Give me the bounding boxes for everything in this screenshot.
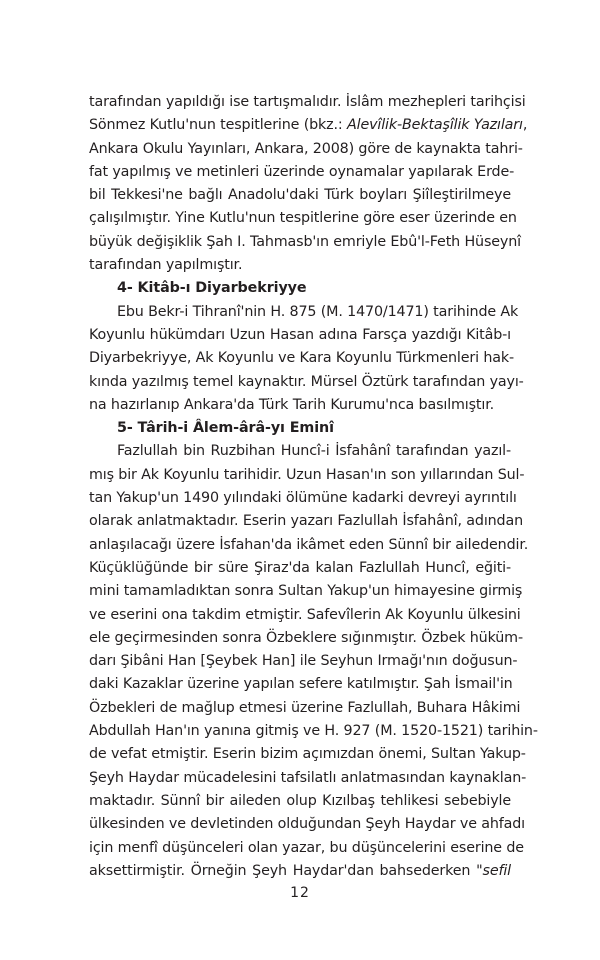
text-run: , [522, 117, 528, 134]
text-line: ülkesinden ve devletinden olduğundan Şeyh Haydar ve ahfadı [89, 816, 526, 833]
text-line: Özbekleri de mağlup etmesi üzerine Fazlullah, Buhara Hâkimi [89, 699, 521, 716]
text-line: Ankara Okulu Yayınları, Ankara, 2008) göre de kaynakta tahri- [89, 140, 523, 157]
text-line: kında yazılmış temel kaynaktır. Mürsel Öztürk tarafından yayı- [89, 373, 524, 390]
text-line: için menfî düşünceleri olan yazar, bu düşüncelerini eserine de [89, 839, 524, 856]
text-line: na hazırlanıp Ankara'da Türk Tarih Kurumu'nca basılmıştır. [89, 396, 495, 413]
text-line: Fazlullah bin Ruzbihan Huncî-i İsfahânî tarafından yazıl- [117, 443, 511, 460]
text-line: ele geçirmesinden sonra Özbeklere sığınmıştır. Özbek hüküm- [89, 629, 523, 646]
text-line [89, 114, 528, 137]
page-body [89, 91, 538, 883]
book-title-italic: Alevîlik-Bektaşîlik Yazıları [347, 117, 523, 134]
text-line: bil Tekkesi'ne bağlı Anadolu'daki Türk boyları Şiîleştirilmeye [89, 187, 511, 204]
paragraph-3 [89, 440, 538, 883]
text-line: anlaşılacağı üzere İsfahan'da ikâmet eden Sünnî bir ailedendir. [89, 536, 529, 553]
text-line: tan Yakup'un 1490 yılındaki ölümüne kadarki devreyi ayrıntılı [89, 490, 517, 507]
text-line: fat yapılmış ve metinleri üzerinde oynamalar yapılarak Erde- [89, 163, 515, 180]
section-heading-4: 4- Kitâb-ı Diyarbekriyye [117, 280, 307, 297]
text-line: de vefat etmiştir. Eserin bizim açımızdan önemi, Sultan Yakup- [89, 746, 526, 763]
text-run: Sönmez Kutlu'nun tespitlerine (bkz.: [89, 117, 347, 134]
paragraph-2 [89, 301, 524, 417]
text-line: mini tamamladıktan sonra Sultan Yakup'un himayesine girmiş [89, 583, 523, 600]
paragraph-1 [89, 91, 528, 277]
text-line: ve eserini ona takdim etmiştir. Safevîlerin Ak Koyunlu ülkesini [89, 606, 521, 623]
text-line: çalışılmıştır. Yine Kutlu'nun tespitlerine göre eser üzerinde en [89, 210, 517, 227]
text-line: Abdullah Han'ın yanına gitmiş ve H. 927 (M. 1520-1521) tarihin- [89, 723, 538, 740]
text-line: Koyunlu hükümdarı Uzun Hasan adına Farsça yazdığı Kitâb-ı [89, 326, 511, 343]
text-line: Diyarbekriyye, Ak Koyunlu ve Kara Koyunlu Türkmenleri hak- [89, 350, 515, 367]
text-run: aksettirmiştir. Örneğin Şeyh Haydar'dan bahsederken " [89, 862, 483, 879]
text-line [89, 860, 511, 883]
section-heading-5: 5- Târih-i Âlem-ârâ-yı Eminî [117, 420, 334, 437]
text-line: daki Kazaklar üzerine yapılan sefere katılmıştır. Şah İsmail'in [89, 676, 513, 693]
text-line: tarafından yapılmıştır. [89, 257, 243, 274]
text-line: olarak anlatmaktadır. Eserin yazarı Fazlullah İsfahânî, adından [89, 513, 523, 530]
text-line: Ebu Bekr-i Tihranî'nin H. 875 (M. 1470/1471) tarihinde Ak [117, 303, 519, 320]
page-number: 12 [290, 885, 310, 901]
text-line: büyük değişiklik Şah I. Tahmasb'ın emriyle Ebû'l-Feth Hüseynî [89, 233, 521, 250]
text-line: tarafından yapıldığı ise tartışmalıdır. İslâm mezhepleri tarihçisi [89, 94, 526, 110]
quote-italic: sefil [482, 862, 511, 879]
text-line: darı Şibâni Han [Şeybek Han] ile Seyhun Irmağı'nın doğusun- [89, 653, 518, 670]
text-line: maktadır. Sünnî bir aileden olup Kızılbaş tehlikesi sebebiyle [89, 792, 511, 809]
text-line: Şeyh Haydar mücadelesini tafsilatlı anlatmasından kaynaklan- [89, 769, 527, 786]
text-line: mış bir Ak Koyunlu tarihidir. Uzun Hasan'ın son yıllarından Sul- [89, 466, 525, 483]
text-line: Küçüklüğünde bir süre Şiraz'da kalan Fazlullah Huncî, eğiti- [89, 559, 511, 576]
